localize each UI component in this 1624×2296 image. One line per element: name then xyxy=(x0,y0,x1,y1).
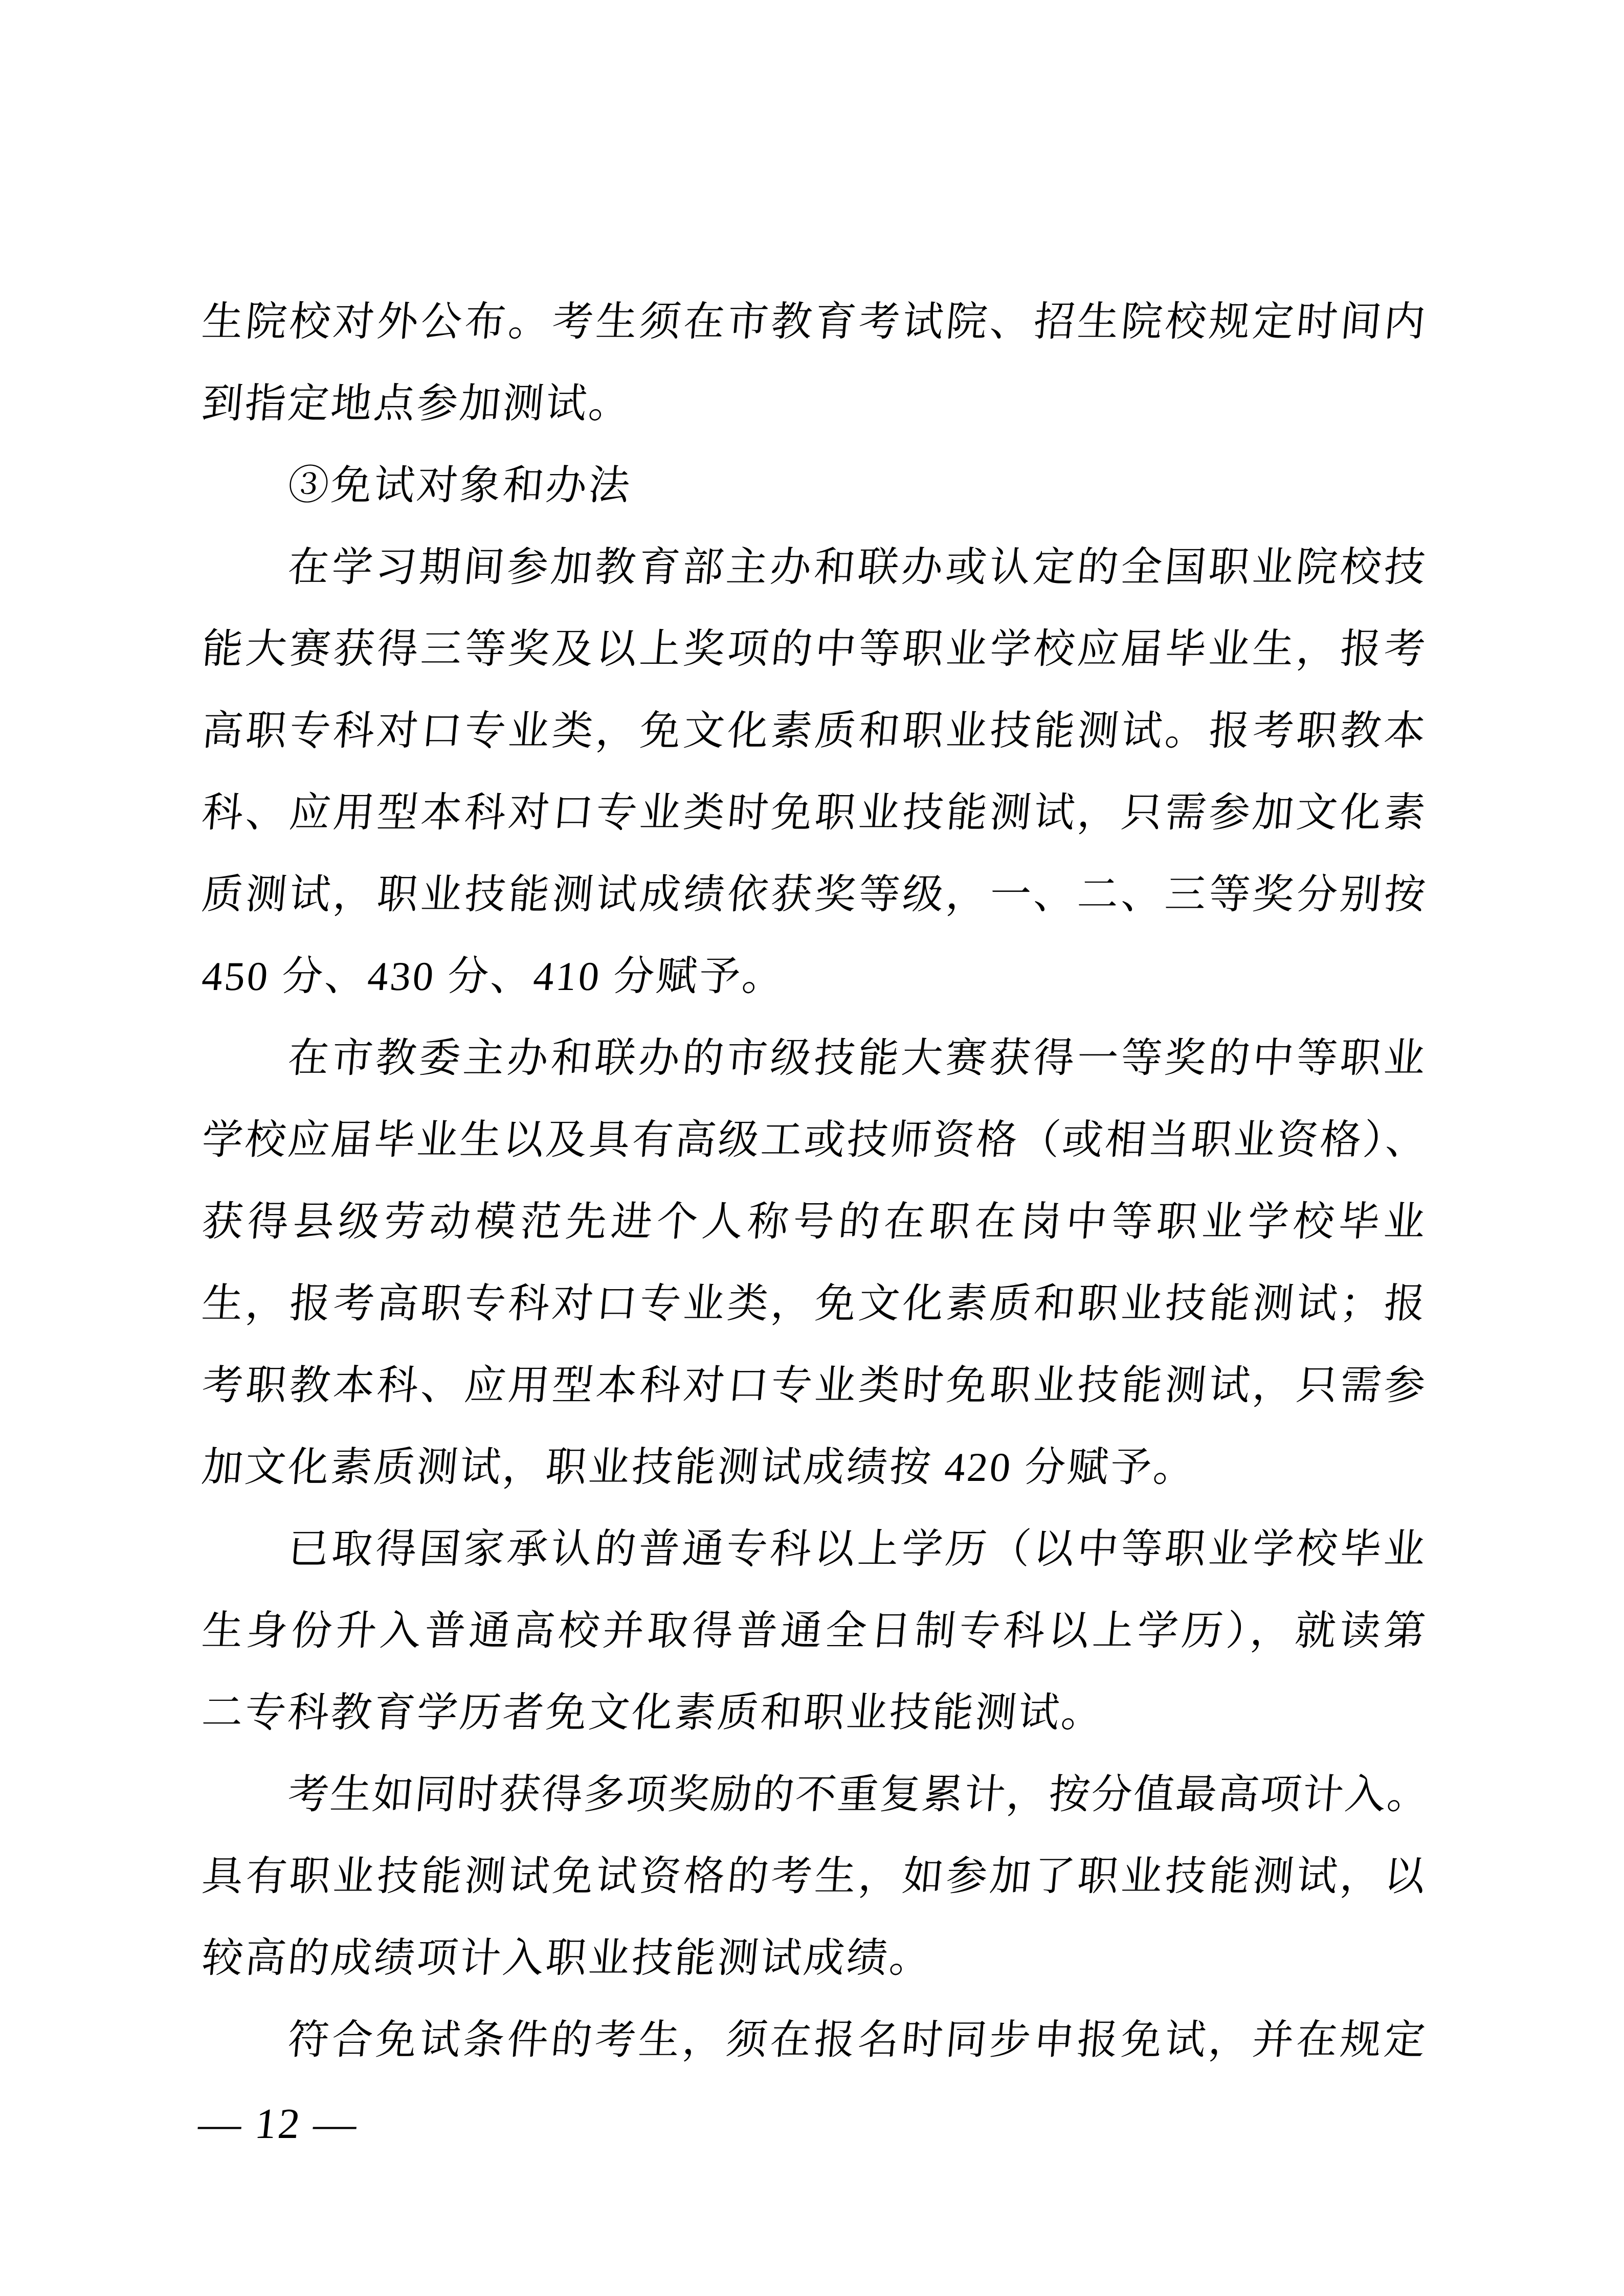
text-line: 科、应用型本科对口专业类时免职业技能测试，只需参加文化素 xyxy=(200,791,1429,836)
text-line: 生院校对外公布。考生须在市教育考试院、招生院校规定时间内 xyxy=(200,300,1429,345)
text-line: 已取得国家承认的普通专科以上学历（以中等职业学校毕业 xyxy=(286,1527,1429,1572)
text-line: 获得县级劳动模范先进个人称号的在职在岗中等职业学校毕业 xyxy=(200,1200,1429,1245)
text-line: 450 分、430 分、410 分赋予。 xyxy=(200,954,787,999)
text-line: 具有职业技能测试免试资格的考生，如参加了职业技能测试，以 xyxy=(200,1854,1429,1899)
text-line: 加文化素质测试，职业技能测试成绩按 420 分赋予。 xyxy=(200,1445,1198,1490)
text-line: 高职专科对口专业类，免文化素质和职业技能测试。报考职教本 xyxy=(200,709,1429,754)
body-text-block xyxy=(202,281,1427,2081)
text-line: 生，报考高职专科对口专业类，免文化素质和职业技能测试；报 xyxy=(200,1281,1429,1326)
page-number: — 12 — xyxy=(196,2100,361,2148)
text-line: 质测试，职业技能测试成绩依获奖等级，一、二、三等奖分别按 xyxy=(200,872,1429,917)
text-line: 符合免试条件的考生，须在报名时同步申报免试，并在规定 xyxy=(286,2018,1429,2063)
text-line: 能大赛获得三等奖及以上奖项的中等职业学校应届毕业生，报考 xyxy=(200,627,1429,672)
text-line: 生身份升入普通高校并取得普通全日制专科以上学历），就读第 xyxy=(200,1609,1429,1654)
text-line: 到指定地点参加测试。 xyxy=(200,381,634,426)
text-line: ③免试对象和办法 xyxy=(286,463,634,508)
text-line: 考生如同时获得多项奖励的不重复累计，按分值最高项计入。 xyxy=(286,1772,1429,1817)
text-line: 二专科教育学历者免文化素质和职业技能测试。 xyxy=(200,1691,1106,1736)
text-line: 在市教委主办和联办的市级技能大赛获得一等奖的中等职业 xyxy=(286,1036,1429,1081)
text-line: 学校应届毕业生以及具有高级工或技师资格（或相当职业资格）、 xyxy=(200,1118,1429,1163)
text-line: 在学习期间参加教育部主办和联办或认定的全国职业院校技 xyxy=(286,545,1429,590)
text-line: 考职教本科、应用型本科对口专业类时免职业技能测试，只需参 xyxy=(200,1363,1429,1408)
text-line: 较高的成绩项计入职业技能测试成绩。 xyxy=(200,1936,935,1981)
